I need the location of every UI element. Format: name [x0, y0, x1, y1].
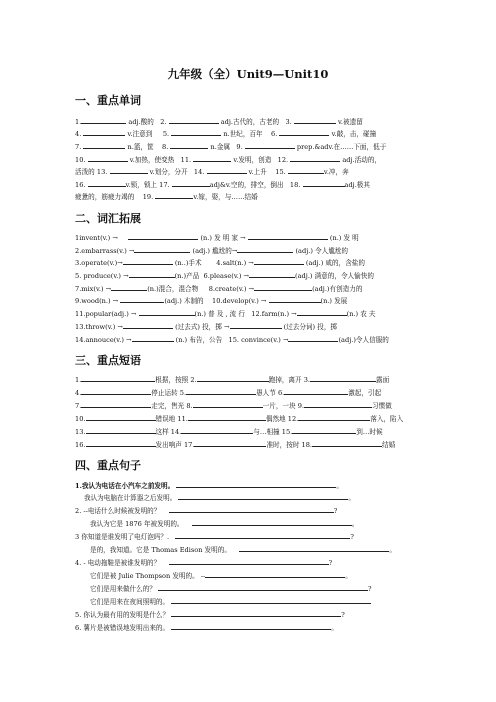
- label: 与…相撞 15.: [253, 428, 293, 436]
- prompt: 5. 你认为最有用的发明是什么？: [75, 611, 170, 619]
- blank[interactable]: [294, 116, 336, 124]
- blank[interactable]: [88, 179, 126, 187]
- label: 2.embarrass(v.) →: [75, 247, 135, 255]
- punct: ?: [328, 559, 333, 567]
- blank[interactable]: [254, 257, 304, 265]
- blank[interactable]: [197, 374, 269, 382]
- punct: 。: [345, 572, 352, 580]
- label: 习惯做: [372, 402, 392, 410]
- answer-blank[interactable]: [175, 531, 350, 539]
- label: adj.极其: [344, 181, 370, 189]
- label: (n.)混合，混合物: [147, 285, 199, 293]
- label: n.世纪，百年: [223, 130, 263, 138]
- label: 7.: [75, 143, 82, 151]
- label: 8.create(v.) →: [208, 285, 255, 293]
- answer-blank[interactable]: [169, 505, 334, 513]
- punct: 。: [331, 624, 338, 632]
- label: n.篮，筐: [127, 143, 154, 151]
- punct: 。: [389, 546, 396, 554]
- answer-blank[interactable]: [239, 544, 389, 552]
- blank[interactable]: [248, 232, 328, 240]
- blank[interactable]: [120, 295, 164, 303]
- blank[interactable]: [194, 439, 266, 447]
- word-line-2: [75, 128, 447, 139]
- label: 4.salt(n.) →: [216, 259, 254, 267]
- blank[interactable]: [123, 321, 173, 329]
- label: (n..)手术: [174, 259, 202, 267]
- answer-blank[interactable]: [169, 557, 329, 565]
- label: (过去式) 投，掷 →: [175, 323, 230, 331]
- blank[interactable]: [193, 154, 231, 162]
- label: v.冲，奔: [323, 168, 349, 176]
- label: 9.: [236, 143, 243, 151]
- label: 12.: [277, 156, 289, 164]
- expand-line-4: [75, 270, 447, 281]
- blank[interactable]: [128, 232, 198, 240]
- blank[interactable]: [88, 154, 128, 162]
- blank[interactable]: [155, 191, 193, 199]
- section-heading-words: 一、重点单词: [75, 94, 141, 107]
- label: 激起，引起: [348, 389, 382, 397]
- expand-line-3: [75, 257, 447, 268]
- expand-line-7: [75, 308, 447, 319]
- prompt: 它们是被 Julie Thompson 发明的。 --: [90, 572, 206, 580]
- label: 6.: [271, 130, 278, 138]
- label: 7.mix(v.) →: [75, 285, 112, 293]
- prompt: 6. 薯片是被错误地发明出来的。: [75, 624, 170, 632]
- prompt: 是的，我知道。它是 Thomas Edison 发明的。: [90, 546, 231, 554]
- blank[interactable]: [310, 374, 376, 382]
- label: v.划分，分开: [149, 168, 188, 176]
- punct: 。: [336, 482, 343, 490]
- label: 错误地 11.: [155, 415, 188, 423]
- sentence-5: [75, 609, 447, 620]
- prompt: 1.我认为电话在小汽车之前发明。: [75, 482, 175, 490]
- blank[interactable]: [237, 245, 293, 253]
- answer-blank[interactable]: [192, 518, 352, 526]
- blank[interactable]: [290, 154, 340, 162]
- label: (n.) 发展: [320, 297, 348, 305]
- blank[interactable]: [284, 387, 348, 395]
- label: 16.: [75, 181, 86, 189]
- label: (n.) 布告，公告: [175, 336, 223, 344]
- label: 这样 14.: [155, 428, 182, 436]
- label: prep.&adv.在……下面，低于: [296, 143, 387, 151]
- blank[interactable]: [230, 321, 282, 329]
- label: 13.: [96, 168, 108, 176]
- blank[interactable]: [110, 166, 148, 174]
- word-line-3: [75, 141, 447, 152]
- label: 跑掉，离开 3.: [268, 376, 311, 384]
- section-heading-expand: 二、词汇拓展: [75, 212, 141, 225]
- phrase-line-2: [75, 387, 447, 398]
- label: (adj.)有创造力的: [312, 285, 363, 293]
- punct: 。: [348, 494, 356, 502]
- label: (adj.) 令人尴尬的: [295, 247, 348, 255]
- label: v.上升: [248, 168, 267, 176]
- sentence-1: [75, 480, 447, 491]
- label: (n.)产品: [174, 272, 200, 280]
- label: 停止运转 5.: [151, 389, 187, 397]
- blank[interactable]: [81, 387, 151, 395]
- label: n.金属: [210, 143, 231, 151]
- punct: ?: [350, 533, 354, 541]
- blank[interactable]: [279, 128, 329, 136]
- expand-line-6: [75, 295, 447, 306]
- label: 15. convince(v.) →: [228, 336, 289, 344]
- label: 到…时候: [356, 428, 383, 436]
- label: (n.) 发 明: [329, 234, 359, 242]
- label: 活泼的: [75, 168, 95, 176]
- sentence-4c: [90, 596, 447, 607]
- blank[interactable]: [245, 141, 295, 149]
- label: 17.: [159, 181, 170, 189]
- blank[interactable]: [171, 128, 221, 136]
- section-heading-sentences: 四、重点句子: [75, 459, 141, 472]
- label: 10.: [75, 156, 86, 164]
- blank[interactable]: [298, 413, 370, 421]
- sentence-4a: [90, 570, 447, 581]
- blank[interactable]: [292, 426, 356, 434]
- label: (n.) 发 明 家 →: [200, 234, 246, 242]
- label: v.嫁，娶，与……结婚: [193, 193, 258, 201]
- label: (adj.) 咸的，含盐的: [305, 259, 365, 267]
- label: 4.: [75, 389, 82, 397]
- expand-line-5: [75, 283, 447, 294]
- blank[interactable]: [83, 128, 125, 136]
- label: 露面: [376, 376, 390, 384]
- blank[interactable]: [132, 334, 174, 342]
- prompt: 它们是用来在夜间照明的。: [90, 598, 170, 606]
- punct: 。: [351, 520, 359, 528]
- label: 1.: [75, 376, 82, 384]
- label: v.被遗留: [337, 118, 363, 126]
- prompt: 我认为它是 1876 年被发明的。: [90, 520, 184, 528]
- blank[interactable]: [193, 400, 263, 408]
- label: 3.operate(v.)→: [75, 259, 123, 267]
- label: 13.: [75, 428, 86, 436]
- phrase-line-5: [75, 426, 447, 437]
- label: adj.古代的，古老的: [220, 118, 280, 126]
- sentence-3a: [90, 544, 447, 555]
- label: 3.: [285, 118, 292, 126]
- page-title: 九年级（全）Unit9—Unit10: [167, 67, 329, 81]
- expand-line-8: [75, 321, 447, 332]
- blank[interactable]: [254, 283, 312, 291]
- label: v.注意到: [127, 130, 153, 138]
- label: adj.酸的: [128, 118, 154, 126]
- blank[interactable]: [81, 374, 155, 382]
- label: 10.: [75, 415, 86, 423]
- blank[interactable]: [139, 308, 195, 316]
- prompt: 3 你知道是谁发明了电灯泡吗？.: [75, 533, 170, 541]
- label: v.敲，击，碰撞: [331, 130, 377, 138]
- section-heading-phrases: 三、重点短语: [75, 354, 141, 367]
- label: (过去分词) 投，掷: [283, 323, 338, 331]
- word-line-4: [75, 154, 447, 165]
- blank[interactable]: [288, 334, 338, 342]
- blank[interactable]: [297, 308, 347, 316]
- label: 15.: [275, 168, 286, 176]
- label: 5.: [162, 130, 170, 138]
- blank[interactable]: [188, 413, 266, 421]
- label: 偶然地 12.: [265, 415, 299, 423]
- prompt: 我认为电脑在计算器之后发明。: [84, 494, 177, 502]
- punct: ?: [368, 585, 372, 593]
- label: 准时，按时 18.: [266, 441, 313, 449]
- answer-blank[interactable]: [205, 570, 345, 578]
- answer-blank[interactable]: [171, 622, 331, 630]
- blank[interactable]: [181, 426, 253, 434]
- blank[interactable]: [123, 257, 173, 265]
- word-line-7: [75, 191, 447, 202]
- label: v.锁，锁上: [125, 181, 158, 189]
- label: 2.: [160, 118, 167, 126]
- label: 4.: [75, 130, 82, 138]
- label: (n.) 农 夫: [346, 310, 376, 318]
- phrase-line-1: [75, 374, 447, 385]
- blank[interactable]: [86, 413, 156, 421]
- expand-line-2: [75, 245, 447, 256]
- blank[interactable]: [169, 116, 219, 124]
- phrase-line-4: [75, 413, 447, 424]
- blank[interactable]: [129, 270, 175, 278]
- label: (n.) 普 及 , 流 行: [194, 310, 245, 318]
- label: 10.develop(v.) →: [212, 297, 267, 305]
- answer-blank[interactable]: [178, 492, 348, 500]
- label: 根据，按照 2.: [155, 376, 197, 384]
- word-line-5: [75, 166, 447, 177]
- label: (adj.) 木制的: [164, 297, 204, 305]
- prompt: 它们是用来做什么的？: [90, 585, 156, 593]
- blank[interactable]: [86, 426, 156, 434]
- prompt: 2. --电话什么时候被发明的？: [75, 507, 161, 515]
- label: 发出响声 17.: [155, 441, 195, 449]
- label: 结婚: [382, 441, 396, 449]
- label: 6.please(v.) →: [203, 272, 250, 280]
- phrase-line-3: [75, 400, 447, 411]
- label: (adj.) 尴尬的→: [192, 247, 238, 255]
- label: (adj.) 满意的，令人愉快的: [295, 272, 374, 280]
- label: 5. produce(v.) →: [75, 272, 129, 280]
- blank[interactable]: [81, 116, 126, 124]
- answer-blank[interactable]: [171, 609, 341, 617]
- label: 疲惫的，筋疲力竭的: [75, 193, 135, 201]
- label: 1invent(v.) →: [75, 234, 118, 242]
- blank[interactable]: [83, 141, 125, 149]
- label: 愚人节 6.: [256, 389, 285, 397]
- blank[interactable]: [186, 387, 256, 395]
- blank[interactable]: [207, 166, 247, 174]
- blank[interactable]: [303, 179, 345, 187]
- punct: ?: [341, 611, 345, 619]
- blank[interactable]: [269, 295, 321, 303]
- label: 7.: [75, 402, 82, 410]
- sentence-2: [75, 505, 447, 516]
- blank[interactable]: [249, 270, 295, 278]
- label: v.发明，创造: [233, 156, 272, 164]
- label: 19.: [142, 193, 154, 201]
- blank[interactable]: [81, 400, 151, 408]
- blank[interactable]: [312, 439, 382, 447]
- blank[interactable]: [111, 283, 147, 291]
- label: v.加热，使变热: [129, 156, 175, 164]
- label: 18.: [289, 181, 301, 189]
- expand-line-1: [75, 232, 447, 243]
- label: 11.popular(adj.) →: [75, 310, 137, 318]
- sentence-3: [75, 531, 447, 542]
- answer-blank[interactable]: [158, 583, 368, 591]
- blank[interactable]: [170, 141, 208, 149]
- sentence-4: [75, 557, 447, 568]
- sentence-6: [75, 622, 447, 633]
- expand-line-9: [75, 334, 447, 345]
- sentence-4b: [90, 583, 447, 594]
- label: 16.: [75, 441, 86, 449]
- label: 8.: [162, 143, 169, 151]
- label: 一片，一块 9.: [262, 402, 305, 410]
- phrase-line-6: [75, 439, 447, 450]
- label: adj&v.空的，排空，倒出: [209, 181, 284, 189]
- answer-blank[interactable]: [176, 480, 336, 488]
- label: adj.活动的，: [342, 156, 382, 164]
- answer-blank[interactable]: [171, 596, 371, 604]
- prompt: 4. - 电动拖鞋是被谁发明的？: [75, 559, 161, 567]
- blank[interactable]: [172, 179, 210, 187]
- label: 9.wood(n.) →: [75, 297, 119, 305]
- label: 落入，陷入: [370, 415, 404, 423]
- label: 11.: [180, 156, 192, 164]
- sentence-1a: [84, 492, 447, 503]
- label: 14.: [193, 168, 205, 176]
- label: 1.: [75, 118, 82, 126]
- word-line-1: [75, 116, 447, 127]
- sentence-2a: [90, 518, 447, 529]
- label: 14.annouce(v.) →: [75, 336, 132, 344]
- punct: ?: [333, 507, 338, 515]
- label: 走完，售光 8.: [151, 402, 193, 410]
- label: 12.farm(n.) →: [251, 310, 297, 318]
- blank[interactable]: [304, 400, 372, 408]
- label: (adj.)令人信服的: [338, 336, 389, 344]
- blank[interactable]: [134, 245, 190, 253]
- blank[interactable]: [288, 166, 324, 174]
- label: 13.throw(v.) →: [75, 323, 123, 331]
- word-line-6: [75, 179, 447, 190]
- blank[interactable]: [86, 439, 156, 447]
